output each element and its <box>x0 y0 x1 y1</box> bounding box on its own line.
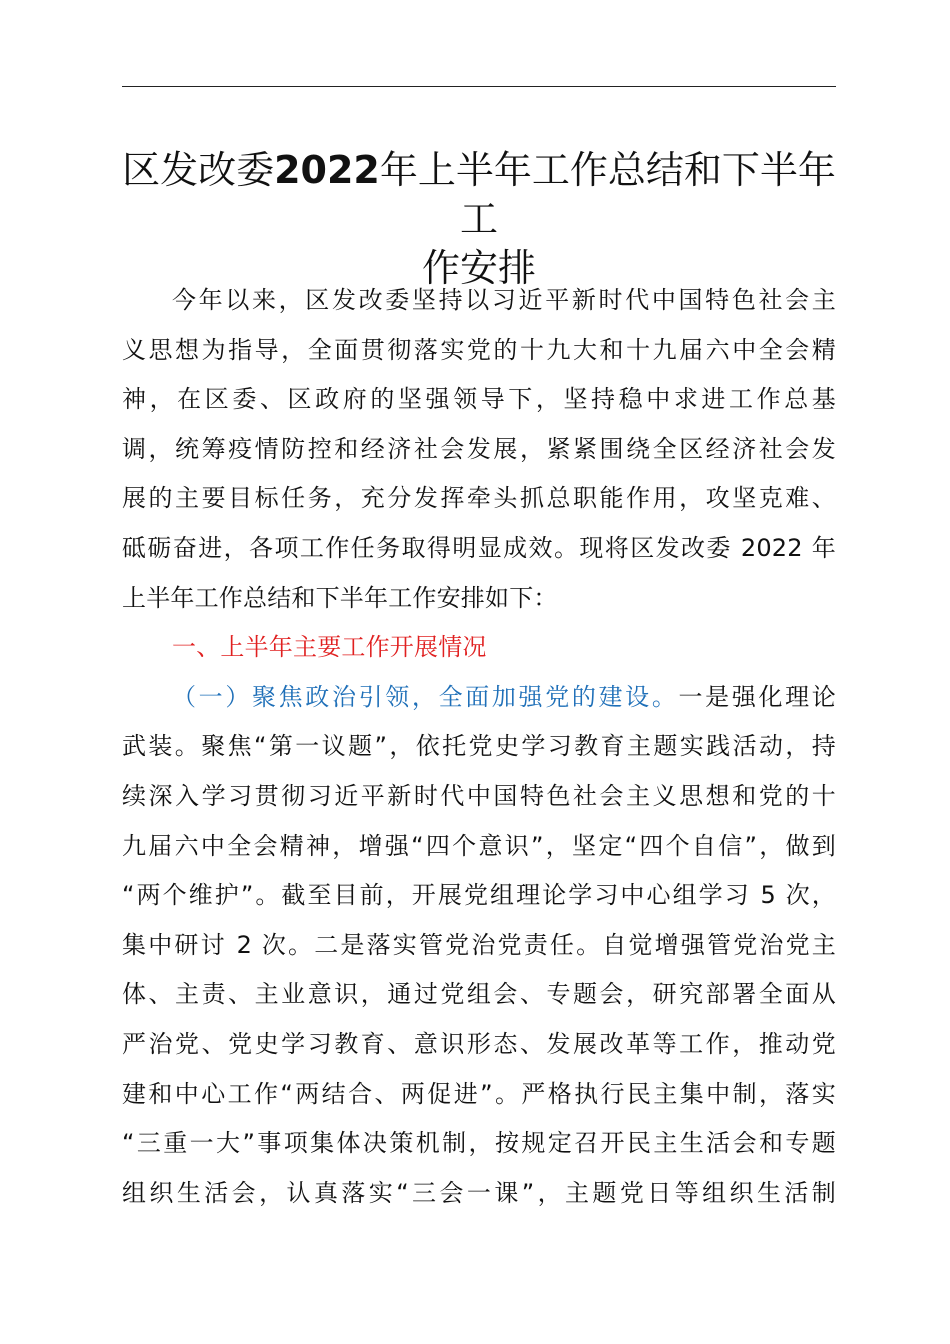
intro-line: 上半年工作总结和下半年工作安排如下： <box>122 583 558 612</box>
section-heading: 一、上半年主要工作开展情况 <box>172 633 487 662</box>
subsection-first-line: （一）聚焦政治引领，全面加强党的建设。一是强化理论 <box>172 682 836 711</box>
title-line-2: 作安排 <box>421 246 536 290</box>
intro-line: 神，在区委、区政府的坚强领导下，坚持稳中求进工作总基 <box>122 385 836 414</box>
intro-line: 调，统筹疫情防控和经济社会发展，紧紧围绕全区经济社会发 <box>122 434 836 463</box>
intro-line: 砥砺奋进，各项工作任务取得明显成效。现将区发改委 2022 年 <box>122 533 836 562</box>
intro-line: 义思想为指导，全面贯彻落实党的十九大和十九届六中全会精 <box>122 335 836 364</box>
intro-line: 展的主要目标任务，充分发挥牵头抓总职能作用，攻坚克难、 <box>122 484 836 513</box>
header-rule <box>122 86 836 87</box>
body-line: 续深入学习贯彻习近平新时代中国特色社会主义思想和党的十 <box>122 781 836 810</box>
document-title <box>122 146 836 293</box>
body-line: 集中研讨 2 次。二是落实管党治党责任。自觉增强管党治党主 <box>122 930 836 959</box>
title-line-1: 区发改委2022年上半年工作总结和下半年工 <box>122 148 836 241</box>
subsection-heading: （一）聚焦政治引领，全面加强党的建设。 <box>172 682 679 711</box>
body-line: “三重一大”事项集体决策机制，按规定召开民主生活会和专题 <box>122 1129 836 1158</box>
body-line: 九届六中全会精神，增强“四个意识”，坚定“四个自信”，做到 <box>122 831 836 860</box>
body-line: 严治党、党史学习教育、意识形态、发展改革等工作，推动党 <box>122 1029 836 1058</box>
body-line: 组织生活会，认真落实“三会一课”，主题党日等组织生活制 <box>122 1178 836 1207</box>
body-line: 体、主责、主业意识，通过党组会、专题会，研究部署全面从 <box>122 980 836 1009</box>
body-line: “两个维护”。截至目前，开展党组理论学习中心组学习 5 次， <box>122 881 836 910</box>
document-body <box>122 276 836 1218</box>
body-line: 建和中心工作“两结合、两促进”。严格执行民主集中制，落实 <box>122 1079 836 1108</box>
intro-line: 今年以来，区发改委坚持以习近平新时代中国特色社会主 <box>172 286 836 314</box>
body-line: 武装。聚焦“第一议题”，依托党史学习教育主题实践活动，持 <box>122 732 836 761</box>
